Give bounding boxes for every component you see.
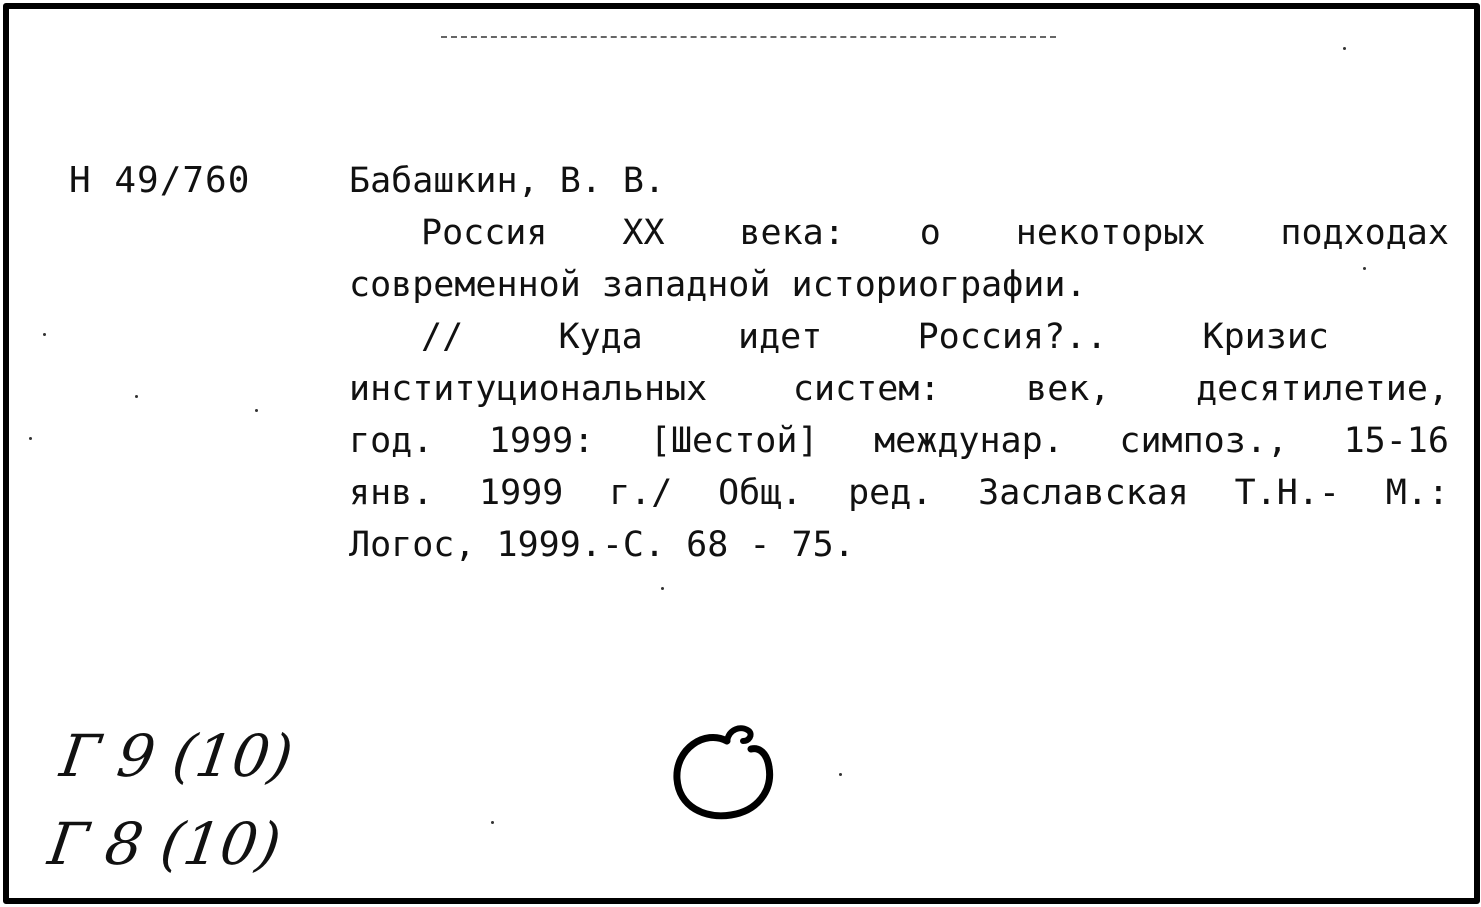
entry-line <box>349 363 1449 415</box>
word: современной западной историографии. <box>349 265 1087 305</box>
word: Россия <box>421 213 548 253</box>
word: год. <box>349 421 434 461</box>
hand-drawn-circle-mark <box>665 719 785 829</box>
entry-line <box>349 311 1449 363</box>
word: Заславская <box>978 473 1189 513</box>
word: систем: <box>792 369 941 409</box>
word: янв. <box>349 473 434 513</box>
word: подходах <box>1280 213 1449 253</box>
speck <box>43 333 46 336</box>
bibliographic-entry <box>349 155 1449 571</box>
word: идет <box>738 317 823 357</box>
word: 1999: <box>488 421 595 461</box>
entry-line <box>349 519 1449 571</box>
call-number: Н 49/760 <box>69 160 251 201</box>
word: Логос, 1999.-С. 68 - 75. <box>349 525 855 565</box>
handwritten-note: Г 9 (10) <box>56 722 298 790</box>
entry-line <box>349 259 1449 311</box>
word: междунар. <box>874 421 1064 461</box>
entry-line <box>349 207 1449 259</box>
word: ред. <box>848 473 933 513</box>
word: Т.Н.- <box>1234 473 1340 513</box>
author: Бабашкин, В. В. <box>349 161 666 201</box>
word: институциональных <box>349 369 708 409</box>
word: Кризис <box>1202 317 1329 357</box>
word: некоторых <box>1015 213 1206 253</box>
speck <box>255 409 258 412</box>
word: век, <box>1026 369 1111 409</box>
word: М.: <box>1385 473 1449 513</box>
catalog-card <box>3 3 1480 904</box>
word: XX <box>622 213 665 253</box>
word: Общ. <box>718 473 803 513</box>
word: // <box>421 317 464 357</box>
author-line <box>349 155 1449 207</box>
word: десятилетие, <box>1196 369 1449 409</box>
handwritten-note: Г 8 (10) <box>44 810 286 878</box>
speck <box>29 437 32 440</box>
speck <box>135 395 138 398</box>
entry-line <box>349 415 1449 467</box>
word: [Шестой] <box>649 421 819 461</box>
speck <box>1343 47 1346 50</box>
word: о <box>919 213 941 253</box>
speck <box>839 773 842 776</box>
entry-line <box>349 467 1449 519</box>
word: г./ <box>609 473 673 513</box>
speck <box>491 821 494 824</box>
speck <box>661 587 664 590</box>
word: симпоз., <box>1119 421 1288 461</box>
word: века: <box>739 213 845 253</box>
word: Куда <box>558 317 643 357</box>
word: 1999 <box>479 473 564 513</box>
word: Россия?.. <box>917 317 1108 357</box>
word: 15-16 <box>1343 421 1449 461</box>
top-dashed-line <box>441 36 1056 38</box>
